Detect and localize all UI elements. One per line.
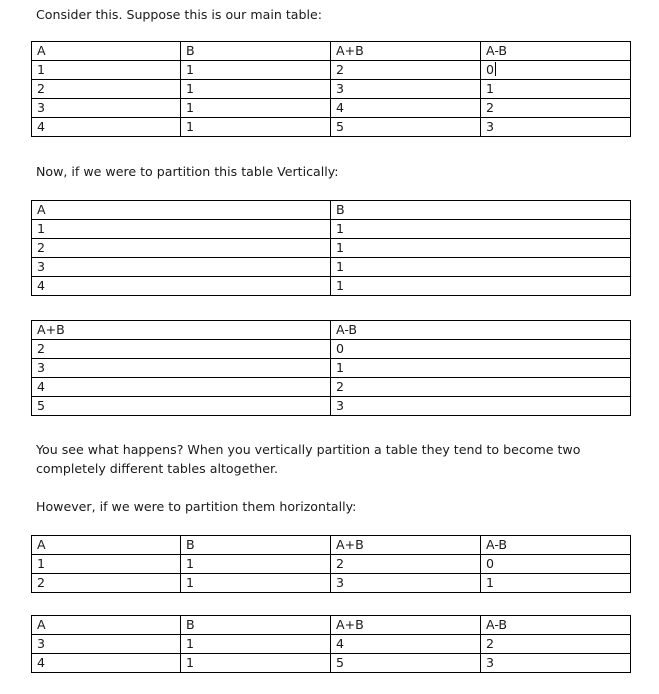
table-cell[interactable]: A-B	[481, 536, 631, 555]
table-row	[32, 574, 631, 593]
table-cell[interactable]: 2	[331, 378, 631, 397]
table-row	[32, 201, 631, 220]
table-cell[interactable]: 4	[331, 635, 481, 654]
horizontal-partition-table-1	[31, 535, 631, 593]
table-cell[interactable]: B	[181, 536, 331, 555]
table-cell[interactable]: 3	[331, 574, 481, 593]
table-cell[interactable]: A-B	[331, 321, 631, 340]
table-cell[interactable]: 1	[331, 220, 631, 239]
table-cell[interactable]: 1	[181, 118, 331, 137]
table-cell[interactable]: 1	[331, 258, 631, 277]
table-cell[interactable]: 3	[32, 258, 331, 277]
table-cell[interactable]: 2	[32, 340, 331, 359]
table-cell[interactable]: 2	[481, 635, 631, 654]
table-cell[interactable]: 4	[32, 654, 181, 673]
table-cell[interactable]: B	[181, 616, 331, 635]
table-cell[interactable]: 0	[331, 340, 631, 359]
table-cell[interactable]: A-B	[481, 616, 631, 635]
table-cell[interactable]: 1	[181, 555, 331, 574]
table-cell[interactable]: 3	[331, 80, 481, 99]
table-row	[32, 378, 631, 397]
table-row	[32, 80, 631, 99]
table-cell[interactable]: 1	[181, 635, 331, 654]
table-cell[interactable]: 1	[181, 574, 331, 593]
table-row	[32, 99, 631, 118]
vertical-partition-table-1	[31, 200, 631, 296]
table-cell[interactable]: 4	[32, 118, 181, 137]
table-row	[32, 359, 631, 378]
table-cell[interactable]: 1	[331, 277, 631, 296]
table-row	[32, 61, 631, 80]
table-row	[32, 239, 631, 258]
table-cell[interactable]: B	[331, 201, 631, 220]
table-cell[interactable]: 1	[32, 220, 331, 239]
vertical-intro-paragraph: Now, if we were to partition this table Vertically:	[36, 164, 339, 179]
table-row	[32, 277, 631, 296]
table-cell[interactable]: 1	[181, 99, 331, 118]
table-cell[interactable]: 1	[32, 61, 181, 80]
table-cell[interactable]: 3	[32, 359, 331, 378]
table-cell[interactable]: 3	[481, 118, 631, 137]
table-cell[interactable]: 2	[331, 61, 481, 80]
table-cell[interactable]: 2	[32, 80, 181, 99]
table-cell[interactable]: 1	[331, 359, 631, 378]
table-cell[interactable]: 1	[32, 555, 181, 574]
table-cell[interactable]: B	[181, 42, 331, 61]
table-cell[interactable]: 5	[331, 654, 481, 673]
intro-paragraph: Consider this. Suppose this is our main table:	[36, 7, 322, 22]
main-table	[31, 41, 631, 137]
table-row	[32, 654, 631, 673]
table-cell[interactable]: A	[32, 536, 181, 555]
table-cell[interactable]: 4	[331, 99, 481, 118]
table-cell[interactable]: 3	[481, 654, 631, 673]
table-cell[interactable]: 3	[32, 99, 181, 118]
horizontal-intro-paragraph: However, if we were to partition them horizontally:	[36, 499, 357, 514]
table-cell[interactable]: 1	[181, 654, 331, 673]
table-row	[32, 42, 631, 61]
table-row	[32, 536, 631, 555]
table-cell[interactable]: 2	[481, 99, 631, 118]
table-cell[interactable]: 3	[32, 635, 181, 654]
table-row	[32, 321, 631, 340]
vertical-partition-table-2	[31, 320, 631, 416]
explanation-line-1: You see what happens? When you vertically partition a table they tend to become two	[36, 442, 581, 457]
explanation-line-2: completely different tables altogether.	[36, 461, 279, 476]
table-row	[32, 397, 631, 416]
table-cell[interactable]: 1	[481, 80, 631, 99]
table-cell[interactable]: A-B	[481, 42, 631, 61]
table-row	[32, 340, 631, 359]
table-cell[interactable]: 0	[481, 555, 631, 574]
table-cell-with-cursor[interactable]	[481, 61, 631, 80]
table-cell[interactable]: A+B	[331, 616, 481, 635]
table-cell[interactable]: 4	[32, 277, 331, 296]
table-cell[interactable]: A	[32, 616, 181, 635]
table-row	[32, 220, 631, 239]
table-cell[interactable]: 2	[32, 574, 181, 593]
table-cell[interactable]: A+B	[32, 321, 331, 340]
table-row	[32, 555, 631, 574]
table-cell[interactable]: 1	[181, 80, 331, 99]
text-cursor	[495, 62, 496, 76]
table-cell-text: 0	[486, 62, 495, 77]
table-cell[interactable]: A+B	[331, 536, 481, 555]
table-cell[interactable]: 5	[32, 397, 331, 416]
table-row	[32, 616, 631, 635]
table-cell[interactable]: A	[32, 42, 181, 61]
table-cell[interactable]: 3	[331, 397, 631, 416]
table-cell[interactable]: 5	[331, 118, 481, 137]
table-cell[interactable]: A	[32, 201, 331, 220]
table-cell[interactable]: 1	[481, 574, 631, 593]
table-row	[32, 118, 631, 137]
table-cell[interactable]: 2	[32, 239, 331, 258]
table-cell[interactable]: 2	[331, 555, 481, 574]
table-cell[interactable]: 4	[32, 378, 331, 397]
horizontal-partition-table-2	[31, 615, 631, 673]
table-row	[32, 258, 631, 277]
table-cell[interactable]: 1	[331, 239, 631, 258]
table-cell[interactable]: 1	[181, 61, 331, 80]
table-cell[interactable]: A+B	[331, 42, 481, 61]
table-row	[32, 635, 631, 654]
